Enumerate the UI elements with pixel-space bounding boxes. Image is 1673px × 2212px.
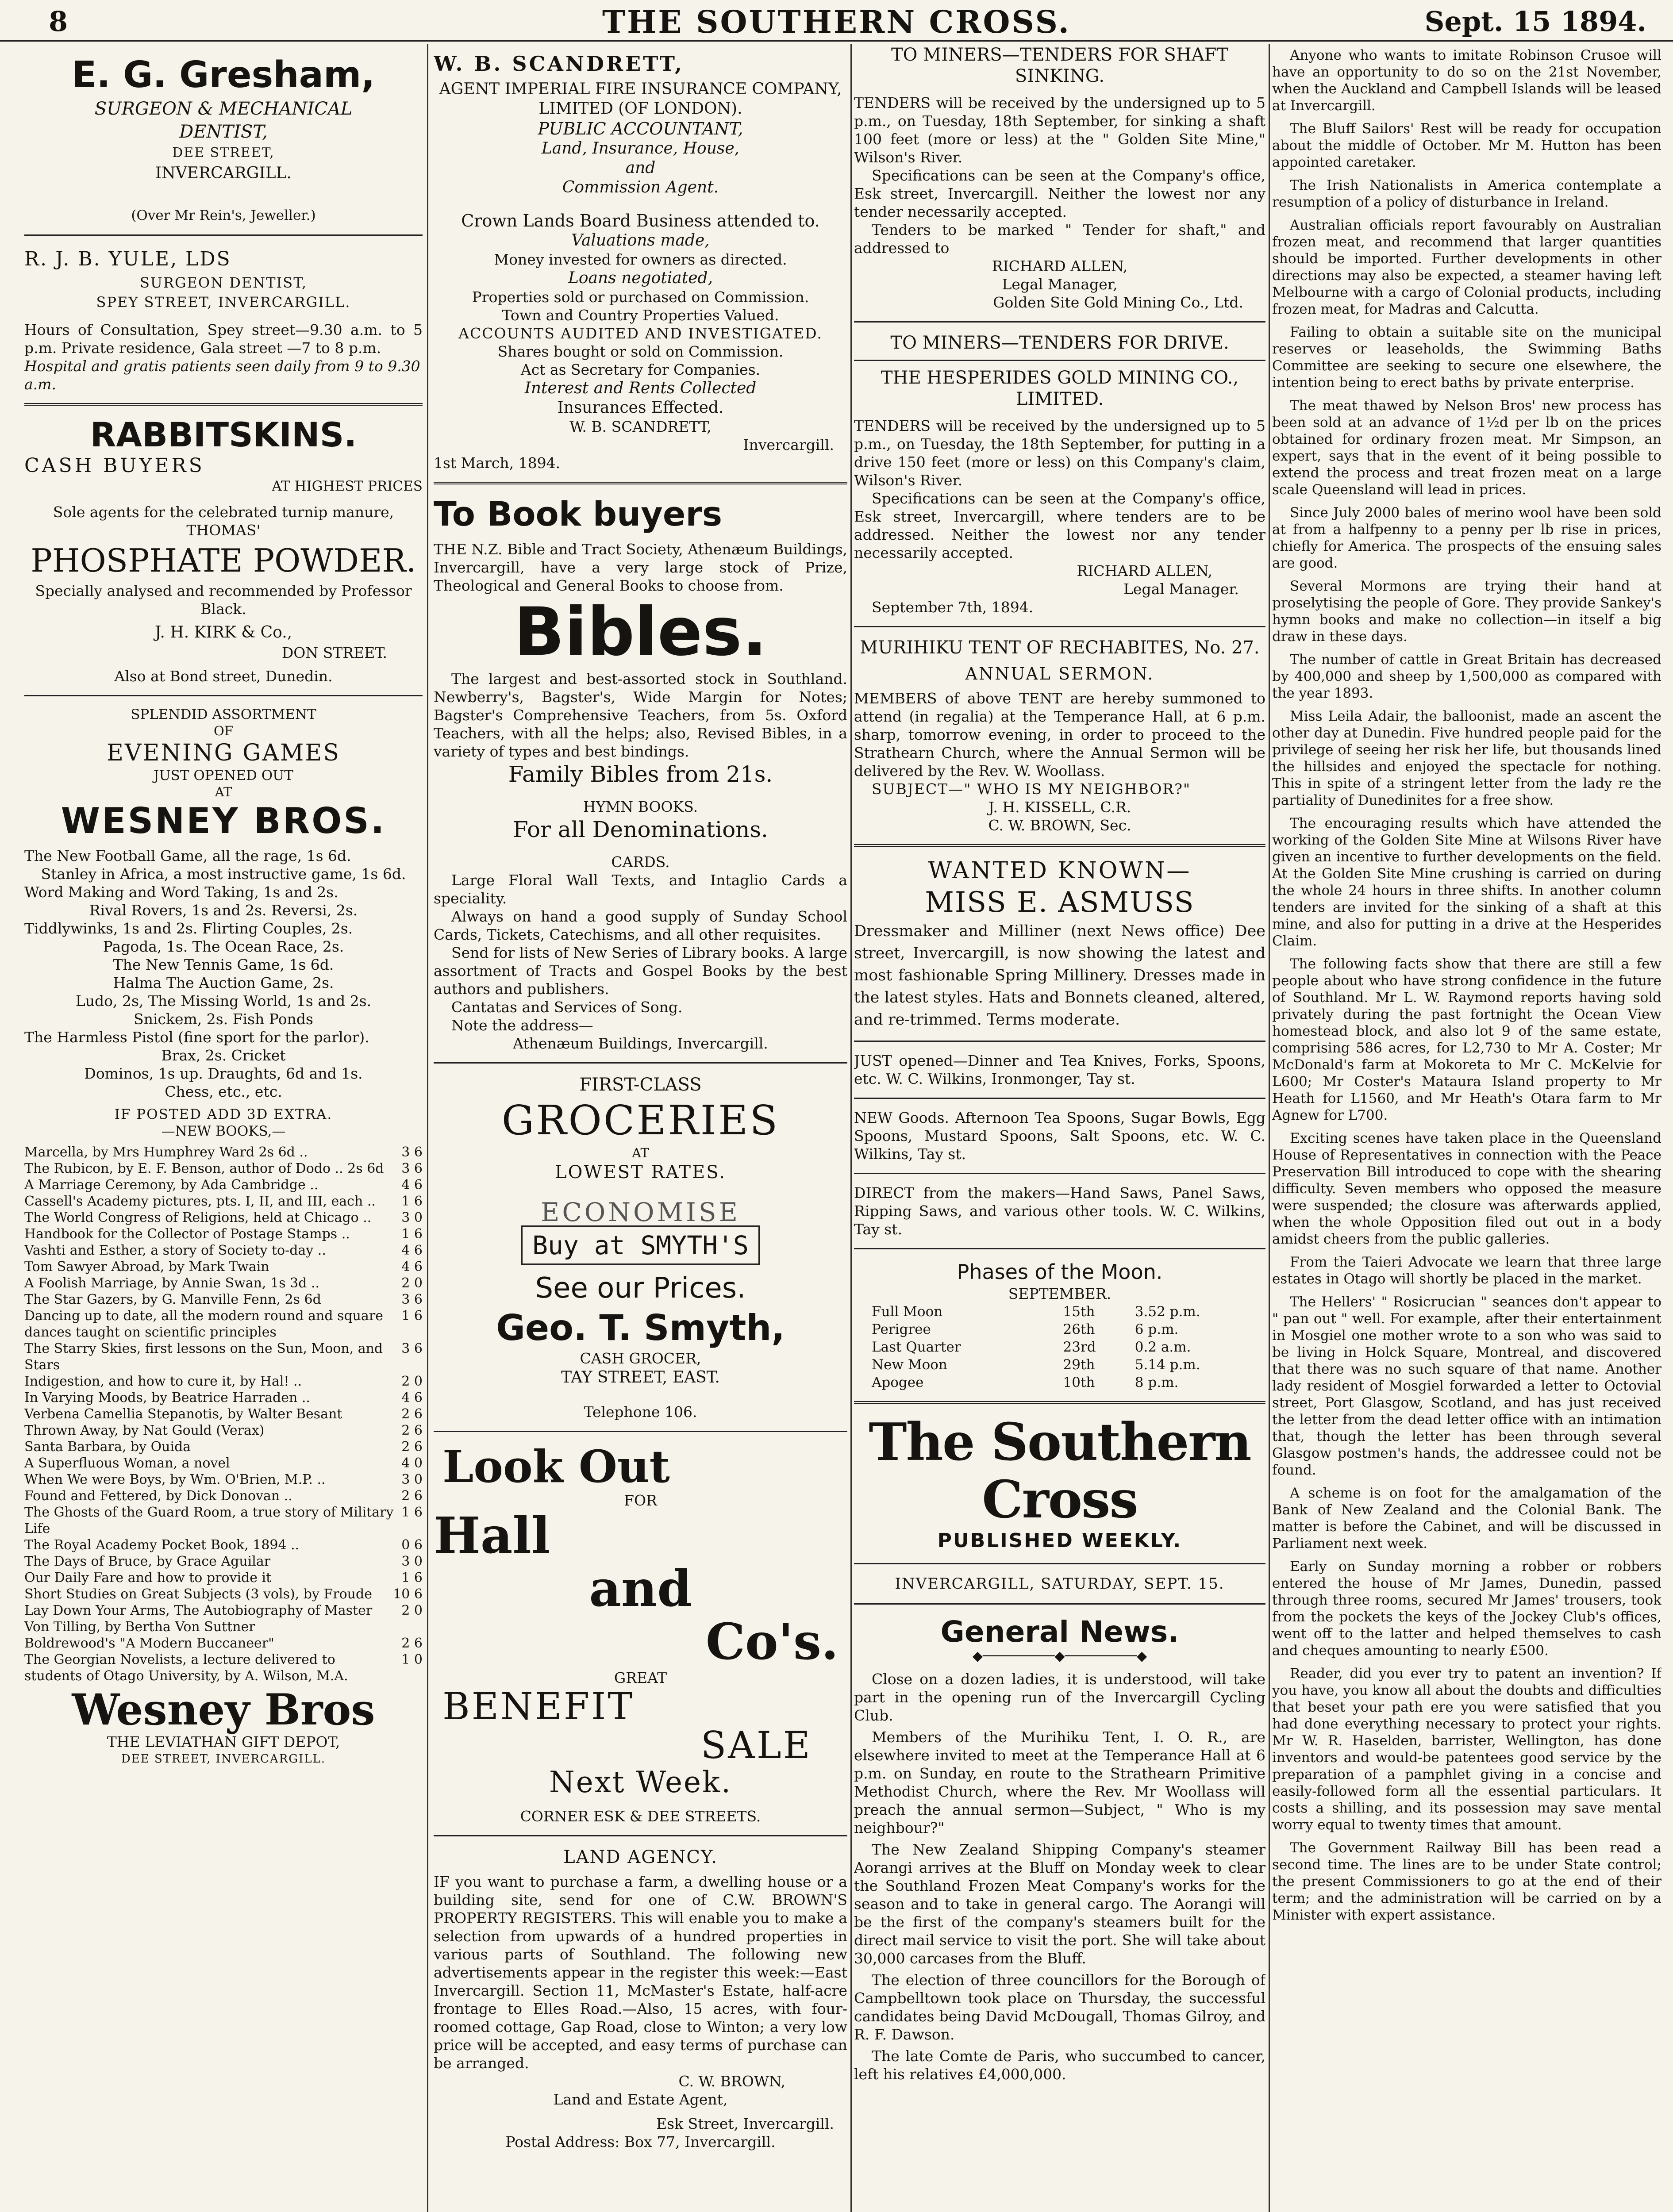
wilkins-advert: NEW Goods. Afternoon Tea Spoons, Sugar Bowls, Egg Spoons, Mustard Spoons, Salt Spoons, etc. W. C. Wilkins, Tay st. [854, 1109, 1265, 1163]
advert-line: AT [632, 1145, 649, 1160]
list-item: Pagoda, 1s. The Ocean Race, 2s. [103, 938, 344, 955]
news-paragraph: The encouraging results which have attended the working of the Golden Site Mine at Wilsons River have given an incentive to further developments on the field. At the Golden Site Mine crushing is carried on during the whole 24 hours in three shifts. In another column tenders are invited for the sinking of a shaft at this mine, and also for putting in a drive at the Hesperides Claim. [1272, 815, 1661, 949]
advert-line: CASH BUYERS [24, 454, 205, 477]
advert-line: CASH GROCER, [580, 1350, 701, 1367]
list-item: Ludo, 2s, The Missing World, 1s and 2s. [75, 992, 372, 1010]
advert-text: Large Floral Wall Texts, and Intaglio Cards a speciality. [434, 872, 847, 907]
land-agency-advert [434, 1846, 847, 2151]
advert-heading: MURIHIKU TENT OF RECHABITES, No. 27. [860, 637, 1260, 658]
divider [854, 321, 1265, 323]
rabbitskins-advert [24, 415, 423, 685]
table-row: New Moon 29th 5.14 p.m. [872, 1357, 1200, 1373]
advert-text: The largest and best-assorted stock in Southland. Newberry's, Bagster's, Wide Margin for Notes; Bagster's Comprehensive Teachers, from 5s. Oxford Teachers, with all the helps; also, Revised Bibles, in a variety of types and best bindings. [434, 670, 847, 760]
divider [854, 1098, 1265, 1099]
advert-text: Dressmaker and Milliner (next News office) Dee street, Invercargill, is now showing the latest and most fashionable Spring Millinery. Dresses made in the latest styles. Hats and Bonnets cleaned, altered, and re-trimmed. Terms moderate. [854, 922, 1265, 1029]
moon-phases [854, 1259, 1265, 1391]
advert-line: Land, Insurance, House, [541, 139, 740, 157]
divider [434, 1835, 847, 1836]
advert-heading: Wesney Bros [72, 1685, 375, 1735]
advert-heading: TO MINERS—TENDERS FOR SHAFT SINKING. [891, 45, 1229, 86]
tender-shaft-advert [854, 44, 1265, 311]
advert-text: Always on hand a good supply of Sunday School Cards, Tickets, Catechisms, and all other requisites. [434, 908, 847, 943]
news-paragraph: The late Comte de Paris, who succumbed to cancer, left his relatives £4,000,000. [854, 2047, 1265, 2083]
table-row: Last Quarter 23rd 0.2 a.m. [872, 1339, 1191, 1355]
advert-heading: LAND AGENCY. [563, 1847, 718, 1867]
advert-heading: To Book buyers [434, 494, 723, 534]
divider [854, 1401, 1265, 1404]
advert-line: PUBLIC ACCOUNTANT, [538, 119, 743, 138]
advert-line: Next Week. [549, 1765, 732, 1799]
advert-line: J. H. KISSELL, C.R. [988, 799, 1131, 816]
advert-line: Town and Country Properties Valued. [502, 307, 779, 324]
list-item: When We were Boys, by Wm. O'Brien, M.P. .. 3 0 [24, 1472, 423, 1487]
divider [854, 1041, 1265, 1042]
list-item: A Foolish Marriage, by Annie Swan, 1s 3d .. 2 0 [24, 1275, 423, 1291]
advert-text: TENDERS will be received by the undersigned up to 5 p.m., on Tuesday, the 18th September, for putting in a drive 150 feet (more or less) on this Company's claim, Wilson's River. [854, 417, 1265, 489]
advert-heading: Bibles. [514, 594, 767, 671]
list-item: In Varying Moods, by Beatrice Harraden .. 4 6 [24, 1390, 423, 1406]
advert-line: Golden Site Gold Mining Co., Ltd. [993, 294, 1243, 311]
advert-line: Legal Manager, [1002, 276, 1118, 293]
news-paragraph: Since July 2000 bales of merino wool have been sold at from a halfpenny to a penny per lb rise in prices, chiefly for America. The prospects of the ensuing sales are good. [1272, 505, 1661, 571]
advert-line: IF POSTED ADD 3D EXTRA. [114, 1106, 333, 1122]
list-item: The Rubicon, by E. F. Benson, author of Dodo .. 2s 6d 3 6 [24, 1161, 423, 1176]
advert-line: Interest and Rents Collected [524, 379, 757, 397]
list-item: The World Congress of Religions, held at Chicago .. 3 0 [24, 1210, 423, 1225]
list-item: Our Daily Fare and how to provide it 1 6 [24, 1570, 423, 1586]
news-paragraph: Failing to obtain a suitable site on the municipal reserves or leaseholds, the Swimming Baths Committee are seeking to secure one elsewhere, the intention being to erect baths by private enterprise. [1272, 324, 1661, 391]
list-item: The Star Gazers, by G. Manville Fenn, 2s 6d 3 6 [24, 1292, 423, 1307]
list-item: The Starry Skies, first lessons on the Sun, Moon, and Stars 3 6 [24, 1341, 423, 1373]
advert-line: Buy at SMYTH'S [521, 1225, 760, 1265]
advert-line: TAY STREET, EAST. [561, 1368, 720, 1386]
news-paragraph: Australian officials report favourably on Australian frozen meat, and recommend that larger quantities should be imported. Further developments in other directions may also be expected, a steamer having left Melbourne with a cargo of Colonial products, including frozen meat, for Madras and Calcutta. [1272, 217, 1661, 317]
list-item: Tom Sawyer Abroad, by Mark Twain 4 6 [24, 1259, 423, 1275]
advert-line: LOWEST RATES. [555, 1162, 726, 1183]
news-paragraph: The Hellers' " Rosicrucian " seances don't appear to " pan out " well. For example, after their entertainment in Mosgiel one mother wrote to a son who was said to be living in Holck Square, Montreal, and discovered that there was no such square of that name. Another lady resident of Mosgiel forwarded a letter to Octovial street, Port Glasgow, Scotland, and has just received the letter from the dead letter office with an intimation that, though the letter has been through several Glasgow postmen's hands, the addressee could not be found. [1272, 1294, 1661, 1478]
table-row: Full Moon 15th 3.52 p.m. [872, 1304, 1200, 1320]
list-item: Chess, etc., etc. [165, 1083, 282, 1100]
advert-line: C. W. BROWN, [678, 2073, 785, 2090]
advert-line: FOR [624, 1492, 657, 1509]
general-news [854, 1614, 1265, 2083]
news-paragraph: Early on Sunday morning a robber or robbers entered the house of Mr James, Dunedin, passed through three rooms, secured Mr James' trousers, took from the pockets the keys of the Jockey Club's offices, went off to the latter and helped themselves to cash and cheques amounting to nearly £500. [1272, 1559, 1661, 1659]
advert-heading: MISS E. ASMUSS [925, 886, 1195, 919]
list-item: Vashti and Esther, a story of Society to-day .. 4 6 [24, 1243, 423, 1258]
advert-line: RICHARD ALLEN, [1077, 562, 1212, 580]
list-item: Short Studies on Great Subjects (3 vols), by Froude 10 6 [24, 1586, 423, 1602]
advert-line: Insurances Effected. [557, 399, 724, 417]
advert-text: Send for lists of New Series of Library books. A large assortment of Tracts and Gospel Books by the best authors and publishers. [434, 944, 847, 998]
advert-heading: R. J. B. YULE, LDS [24, 248, 231, 270]
news-paragraph: Miss Leila Adair, the balloonist, made an ascent the other day at Dunedin. Five hundred people paid for the privilege of seeing her risk her life, but thousands lined the hillsides and enjoyed the spectacle for nothing. This in spite of a stringent letter from the lady re the partiality of Dunedinites for a free show. [1272, 708, 1661, 808]
advert-line: —NEW BOOKS,— [161, 1123, 286, 1139]
news-paragraph: The election of three councillors for the Borough of Campbelltown took place on Thursday, the successful candidates being David McDougall, Thomas Gilroy, and R. F. Dawson. [854, 1971, 1265, 2043]
advert-text: Specifications can be seen at the Company's office, Esk street, Invercargill. Neither the lowest nor any tender necessarily accepted. [854, 167, 1265, 220]
news-paragraph: The Government Railway Bill has been read a second time. The lines are to be under State control; the present Commissioners to go at the end of their term; and the administration will be carried on by a Minister with expert assistance. [1272, 1840, 1661, 1923]
advert-line: Invercargill. [743, 436, 834, 453]
list-item: The Harmless Pistol (fine sport for the parlor). [24, 1029, 369, 1046]
advert-heading: Hall [434, 1507, 550, 1565]
news-paragraph: From the Taieri Advocate we learn that three large estates in Otago will shortly be placed in the market. [1272, 1254, 1661, 1287]
advert-line: THOMAS' [186, 522, 261, 539]
advert-line: Specially analysed and recommended by Professor Black. [35, 582, 412, 618]
advert-heading: TO MINERS—TENDERS FOR DRIVE. [890, 333, 1229, 353]
newspaper-title: THE SOUTHERN CROSS. [602, 4, 1071, 40]
advert-text: SUBJECT—" WHO IS MY NEIGHBOR?" [872, 780, 1191, 798]
list-item: The New Football Game, all the rage, 1s 6d. [24, 847, 351, 864]
advert-line: SALE [700, 1724, 812, 1767]
yule-advert [24, 246, 423, 393]
advert-line: Hospital and gratis patients seen daily from 9 to 9.30 a.m. [24, 357, 420, 393]
advert-line: Valuations made, [571, 231, 710, 250]
masthead-subtitle: PUBLISHED WEEKLY. [937, 1529, 1182, 1552]
list-item: Halma The Auction Game, 2s. [113, 974, 334, 991]
section-heading: Phases of the Moon. [957, 1260, 1163, 1284]
page-number: 8 [49, 5, 68, 38]
games-list [24, 847, 423, 1101]
advert-line: GREAT [614, 1669, 667, 1686]
advert-line: For all Denominations. [513, 817, 768, 842]
list-item: Dancing up to date, all the modern round and square dances taught on scientific principles 1 6 [24, 1308, 423, 1340]
advert-line: Loans negotiated, [568, 269, 713, 287]
advert-text: Cantatas and Services of Song. [451, 998, 683, 1016]
column-2 [434, 44, 847, 2212]
advert-text: IF you want to purchase a farm, a dwelling house or a building site, send for one of C.W. BROWN'S PROPERTY REGISTERS. This will enable you to make a selection from upwards of a hundred properties in various parts of Southland. The following new advertisements appear in the register this week:—East Invercargill. Section 11, McMaster's Estate, half-acre frontage to Elles Road.—Also, 15 acres, with four-roomed cottage, Gap Road, close to Winton; a very low price will be accepted, and easy terms of purchase can be arranged. [434, 1873, 847, 2072]
hall-advert [434, 1442, 847, 1825]
advert-line: DENTIST, [179, 122, 268, 142]
advert-line: PHOSPHATE POWDER. [31, 542, 416, 579]
advert-text: TENDERS will be received by the undersigned up to 5 p.m., on Tuesday, 18th September, for sinking a shaft 100 feet (more or less) at the " Golden Site Mine," Wilson's River. [854, 94, 1265, 166]
advert-line: EVENING GAMES [107, 740, 340, 766]
advert-line: GROCERIES [501, 1097, 780, 1144]
advert-line: Family Bibles from 21s. [508, 761, 773, 787]
tender-drive-advert [854, 332, 1265, 616]
advert-line: DON STREET. [281, 644, 387, 661]
list-item: Marcella, by Mrs Humphrey Ward 2s 6d .. 3 6 [24, 1144, 423, 1160]
news-paragraph: The meat thawed by Nelson Bros' new process has been sold at an advance of 1½d per lb on the prices obtained for ordinary frozen meat. Mr Simpson, an expert, says that in the event of it being possible to extend the process and treat frozen meat on a large scale Queensland will lead in prices. [1272, 398, 1661, 498]
news-paragraph: Close on a dozen ladies, it is understood, will take part in the opening run of the Invercargill Cycling Club. [854, 1671, 1265, 1724]
list-item: The Days of Bruce, by Grace Aguilar 3 0 [24, 1554, 423, 1569]
list-item: Found and Fettered, by Dick Donovan .. 2 6 [24, 1488, 423, 1504]
list-item: Stanley in Africa, a most instructive game, 1s 6d. [41, 865, 406, 883]
divider [854, 844, 1265, 847]
advert-line: INVERCARGILL. [155, 164, 292, 182]
list-item: A Superfluous Woman, a novel 4 0 [24, 1455, 423, 1471]
games-advert [24, 706, 423, 1140]
advert-line: Shares bought or sold on Commission. [497, 343, 784, 360]
advert-line: Esk Street, Invercargill. [656, 2115, 834, 2132]
list-item: Brax, 2s. Cricket [161, 1047, 286, 1064]
advert-line: CARDS. [611, 853, 670, 871]
advert-heading: WESNEY BROS. [61, 800, 386, 841]
advert-line: Commission Agent. [562, 178, 719, 196]
advert-line: C. W. BROWN, Sec. [988, 817, 1131, 834]
advert-line: and [625, 159, 656, 177]
advert-line: BENEFIT [442, 1685, 635, 1728]
advert-line: OF [214, 723, 233, 738]
list-item: Verbena Camellia Stepanotis, by Walter Besant 2 6 [24, 1406, 423, 1422]
divider [854, 1248, 1265, 1249]
advert-text: THE N.Z. Bible and Tract Society, Athenæum Buildings, Invercargill, have a very large stock of Prize, Theological and General Books to choose from. [434, 541, 847, 594]
list-item: Tiddlywinks, 1s and 2s. Flirting Couples, 2s. [24, 920, 353, 937]
news-paragraph: The number of cattle in Great Britain has decreased by 400,000 and sheep by 1,500,000 as compared with the year 1893. [1272, 652, 1661, 701]
advert-line: AGENT IMPERIAL FIRE INSURANCE COMPANY, LIMITED (OF LONDON). [439, 80, 842, 118]
list-item: The Ghosts of the Guard Room, a true story of Military Life 1 6 [24, 1505, 423, 1536]
divider [434, 482, 847, 484]
advert-line: FIRST-CLASS [579, 1075, 702, 1095]
rechabites-advert [854, 637, 1265, 834]
list-item: Santa Barbara, by Ouida 2 6 [24, 1439, 423, 1455]
wilkins-advert: DIRECT from the makers—Hand Saws, Panel Saws, Ripping Saws, and various other tools. W. C. Wilkins, Tay st. [854, 1184, 1265, 1238]
divider [854, 1563, 1265, 1564]
masthead [0, 0, 1673, 42]
column-divider [1269, 44, 1270, 2212]
wesney-footer [24, 1687, 423, 1767]
advert-line: Also at Bond street, Dunedin. [114, 668, 333, 685]
column-divider [427, 44, 428, 2212]
list-item: Word Making and Word Taking, 1s and 2s. [24, 883, 338, 901]
advert-line: DEE STREET, [172, 145, 275, 161]
news-paragraph: The following facts show that there are still a few people about who have strong confidence in the future of Southland. Mr L. W. Raymond reports having sold privately during the past fortnight the Ocean View homestead block, and also lot 9 of the same estate, comprising 586 acres, for L2,730 to Mr A. Coster; Mr McDonald's farm at Mokoreta to Mr C. McKelvie for L600; Mr Coster's Mataura Island property to Mr Heath for L1560, and Mr Heath's Otara farm to Mr Agnew for L700. [1272, 956, 1661, 1123]
news-paragraph: The Irish Nationalists in America contemplate a resumption of a policy of disturbance in Ireland. [1272, 177, 1661, 210]
divider [24, 695, 423, 696]
advert-line: Hours of Consultation, Spey street—9.30 a.m. to 5 p.m. Private residence, Gala street —7 to 8 p.m. [24, 321, 423, 357]
advert-line: ECONOMISE [541, 1197, 740, 1227]
news-paragraph: Exciting scenes have taken place in the Queensland House of Representatives in connection with the Peace Preservation Bill introduced to cope with the shearing difficulty. Seven members who opposed the measure were suspended; the closure was afterwards applied, when the whole Opposition filed out out in a body amidst cheers from the public galleries. [1272, 1130, 1661, 1247]
advert-line: Telephone 106. [584, 1403, 697, 1421]
column-4 [1272, 44, 1661, 2212]
advert-line: SPLENDID ASSORTMENT [131, 707, 316, 722]
list-item: Boldrewood's "A Modern Buccaneer" 2 6 [24, 1636, 423, 1651]
divider [434, 1431, 847, 1432]
divider [854, 1603, 1265, 1605]
list-item: The Georgian Novelists, a lecture delivered to students of Otago University, by A. Wilson, M.A. 1 0 [24, 1652, 423, 1684]
advert-heading: E. G. Gresham, [72, 54, 375, 96]
groceries-advert [434, 1073, 847, 1421]
list-item: Lay Down Your Arms, The Autobiography of Master Von Tilling, by Bertha Von Suttner 2 0 [24, 1603, 423, 1635]
list-item: Thrown Away, by Nat Gould (Verax) 2 6 [24, 1423, 423, 1438]
news-paragraph: Several Mormons are trying their hand at proselytising the people of Gore. They provide Sankey's hymn books and make no collection—in itself a big draw in these days. [1272, 578, 1661, 645]
list-item: Cassell's Academy pictures, pts. I, II, and III, each .. 1 6 [24, 1194, 423, 1209]
moon-table [854, 1303, 1265, 1391]
advert-line: Crown Lands Board Business attended to. [461, 211, 820, 230]
masthead-title: The Southern Cross [869, 1412, 1251, 1530]
list-item: The Royal Academy Pocket Book, 1894 .. 0 6 [24, 1537, 423, 1553]
advert-line: HYMN BOOKS. [583, 798, 698, 815]
list-item: Indigestion, and how to cure it, by Hal! .. 2 0 [24, 1374, 423, 1389]
column-3 [854, 44, 1265, 2212]
column-1 [24, 44, 423, 2212]
advert-line: 1st March, 1894. [434, 454, 561, 472]
divider [854, 360, 1265, 361]
books-list [24, 1144, 423, 1684]
divider [24, 403, 423, 406]
divider [854, 626, 1265, 627]
issue-date: Sept. 15 1894. [1424, 5, 1646, 38]
list-item: Dominos, 1s up. Draughts, 6d and 1s. [84, 1065, 363, 1082]
masthead-date: INVERCARGILL, SATURDAY, SEPT. 15. [895, 1575, 1225, 1593]
advert-line: Act as Secretary for Companies. [520, 361, 761, 378]
advert-line: THE LEVIATHAN GIFT DEPOT, [107, 1733, 340, 1751]
advert-heading: Look Out [442, 1440, 670, 1493]
advert-line: (Over Mr Rein's, Jeweller.) [131, 207, 316, 223]
advert-heading: W. B. SCANDRETT, [434, 52, 684, 76]
advert-line: SPEY STREET, INVERCARGILL. [96, 294, 351, 311]
advert-line: September 7th, 1894. [872, 599, 1034, 616]
divider [854, 1173, 1265, 1174]
news-paragraph: Members of the Murihiku Tent, I. O. R., are elsewhere invited to meet at the Temperance Hall at 6 p.m. on Sunday, en route to the Strathearn Primitive Methodist Church, where the Rev. Mr Woollass will preach the annual sermon—Subject, " Who is my neighbour?" [854, 1728, 1265, 1836]
scandrett-advert [434, 50, 847, 472]
advert-line: Legal Manager. [1123, 580, 1239, 598]
advert-line: W. B. SCANDRETT, [569, 418, 712, 435]
advert-line: Sole agents for the celebrated turnip manure, [53, 503, 394, 521]
news-paragraph: Reader, did you ever try to patent an invention? If you have, you know all about the doubts and difficulties that beset your path ere you were satisfied that you had done everything necessary to protect your rights. Mr W. R. Haselden, barrister, Wellington, has done inventors and would-be patentees good service by the preparation of a pamphlet giving in a concise and easily-followed form all the essential particulars. It costs a shilling, and its possession may save mental worry equal to twenty times that amount. [1272, 1666, 1661, 1833]
advert-text: Tenders to be marked " Tender for shaft," and addressed to [854, 221, 1265, 257]
advert-line: Properties sold or purchased on Commission. [472, 288, 809, 306]
bible-advert [434, 494, 847, 1052]
divider [434, 1062, 847, 1064]
advert-line: RICHARD ALLEN, [992, 257, 1128, 275]
advert-line: AT [215, 784, 232, 799]
advert-heading: Geo. T. Smyth, [496, 1307, 785, 1348]
advert-line: SURGEON DENTIST, [139, 274, 308, 291]
advert-heading: Co's. [705, 1613, 838, 1671]
advert-line: Postal Address: Box 77, Invercargill. [505, 2133, 776, 2151]
advert-heading: WANTED KNOWN— [928, 857, 1192, 884]
advert-line: J. H. KIRK & Co., [154, 623, 292, 641]
list-item: The New Tennis Game, 1s 6d. [113, 956, 334, 973]
table-row: Perigree 26th 6 p.m. [872, 1321, 1179, 1337]
divider [24, 234, 423, 236]
advert-heading: ANNUAL SERMON. [965, 664, 1154, 684]
section-subheading: SEPTEMBER. [1008, 1285, 1111, 1302]
advert-line: CORNER ESK & DEE STREETS. [520, 1808, 761, 1825]
advert-text: MEMBERS of above TENT are hereby summoned to attend (in regalia) at the Temperance Hall, at 6 p.m. sharp, tomorrow evening, in order to proceed to the Strathearn Church, where the Annual Sermon will be delivered by the Rev. W. Woollass. [854, 690, 1265, 780]
advert-line: Land and Estate Agent, [553, 2091, 728, 2108]
list-item: Rival Rovers, 1s and 2s. Reversi, 2s. [89, 902, 358, 919]
news-paragraph: Anyone who wants to imitate Robinson Crusoe will have an opportunity to do so on the 21st November, when the Auckland and Campbell Islands will be leased at Invercargill. [1272, 47, 1661, 114]
asmuss-advert [854, 856, 1265, 1031]
gresham-advert [24, 53, 423, 225]
advert-line: AT HIGHEST PRICES [272, 478, 423, 494]
news-paragraph: The Bluff Sailors' Rest will be ready for occupation about the middle of October. Mr M. Hutton has been appointed caretaker. [1272, 121, 1661, 170]
advert-line: See our Prices. [535, 1272, 746, 1305]
ornament-divider: ◆─────────◆─────────◆ [972, 1648, 1147, 1664]
news-paragraph: The New Zealand Shipping Company's steamer Aorangi arrives at the Bluff on Monday week to clear the Southland Frozen Meat Company's works for the season and to take in general cargo. The Aorangi will be the first of the company's steamers built for the direct mail service to visit the port. She will take about 30,000 carcases from the Bluff. [854, 1841, 1265, 1967]
advert-heading: THE HESPERIDES GOLD MINING CO., LIMITED. [881, 368, 1239, 409]
advert-line: Money invested for owners as directed. [494, 251, 787, 268]
advert-line: DEE STREET, INVERCARGILL. [121, 1752, 326, 1766]
advert-text: Athenæum Buildings, Invercargill. [513, 1035, 768, 1052]
list-item: A Marriage Ceremony, by Ada Cambridge .. 4 6 [24, 1177, 423, 1193]
news-paragraph: A scheme is on foot for the amalgamation of the Bank of New Zealand and the Colonial Bank. The matter is before the Cabinet, and will be discussed in Parliament next week. [1272, 1485, 1661, 1551]
advert-line: ACCOUNTS AUDITED AND INVESTIGATED. [458, 325, 823, 342]
wilkins-advert: JUST opened—Dinner and Tea Knives, Forks, Spoons, etc. W. C. Wilkins, Ironmonger, Tay st. [854, 1052, 1265, 1087]
column-divider [850, 44, 852, 2212]
section-heading: General News. [940, 1615, 1179, 1649]
list-item: Handbook for the Collector of Postage Stamps .. 1 6 [24, 1226, 423, 1242]
list-item: Snickem, 2s. Fish Ponds [134, 1010, 313, 1028]
advert-text: Specifications can be seen at the Company's office, Esk street, Invercargill, where tenders are to be addressed. Neither the lowest nor any tender necessarily accepted. [854, 490, 1265, 561]
advert-text: Note the address— [451, 1017, 593, 1034]
paper-masthead [854, 1413, 1265, 1605]
table-row: Apogee 10th 8 p.m. [872, 1375, 1179, 1390]
advert-heading: and [589, 1560, 692, 1618]
advert-line: JUST OPENED OUT [154, 768, 293, 783]
advert-line: SURGEON & MECHANICAL [94, 99, 353, 119]
advert-heading: RABBITSKINS. [90, 415, 357, 454]
